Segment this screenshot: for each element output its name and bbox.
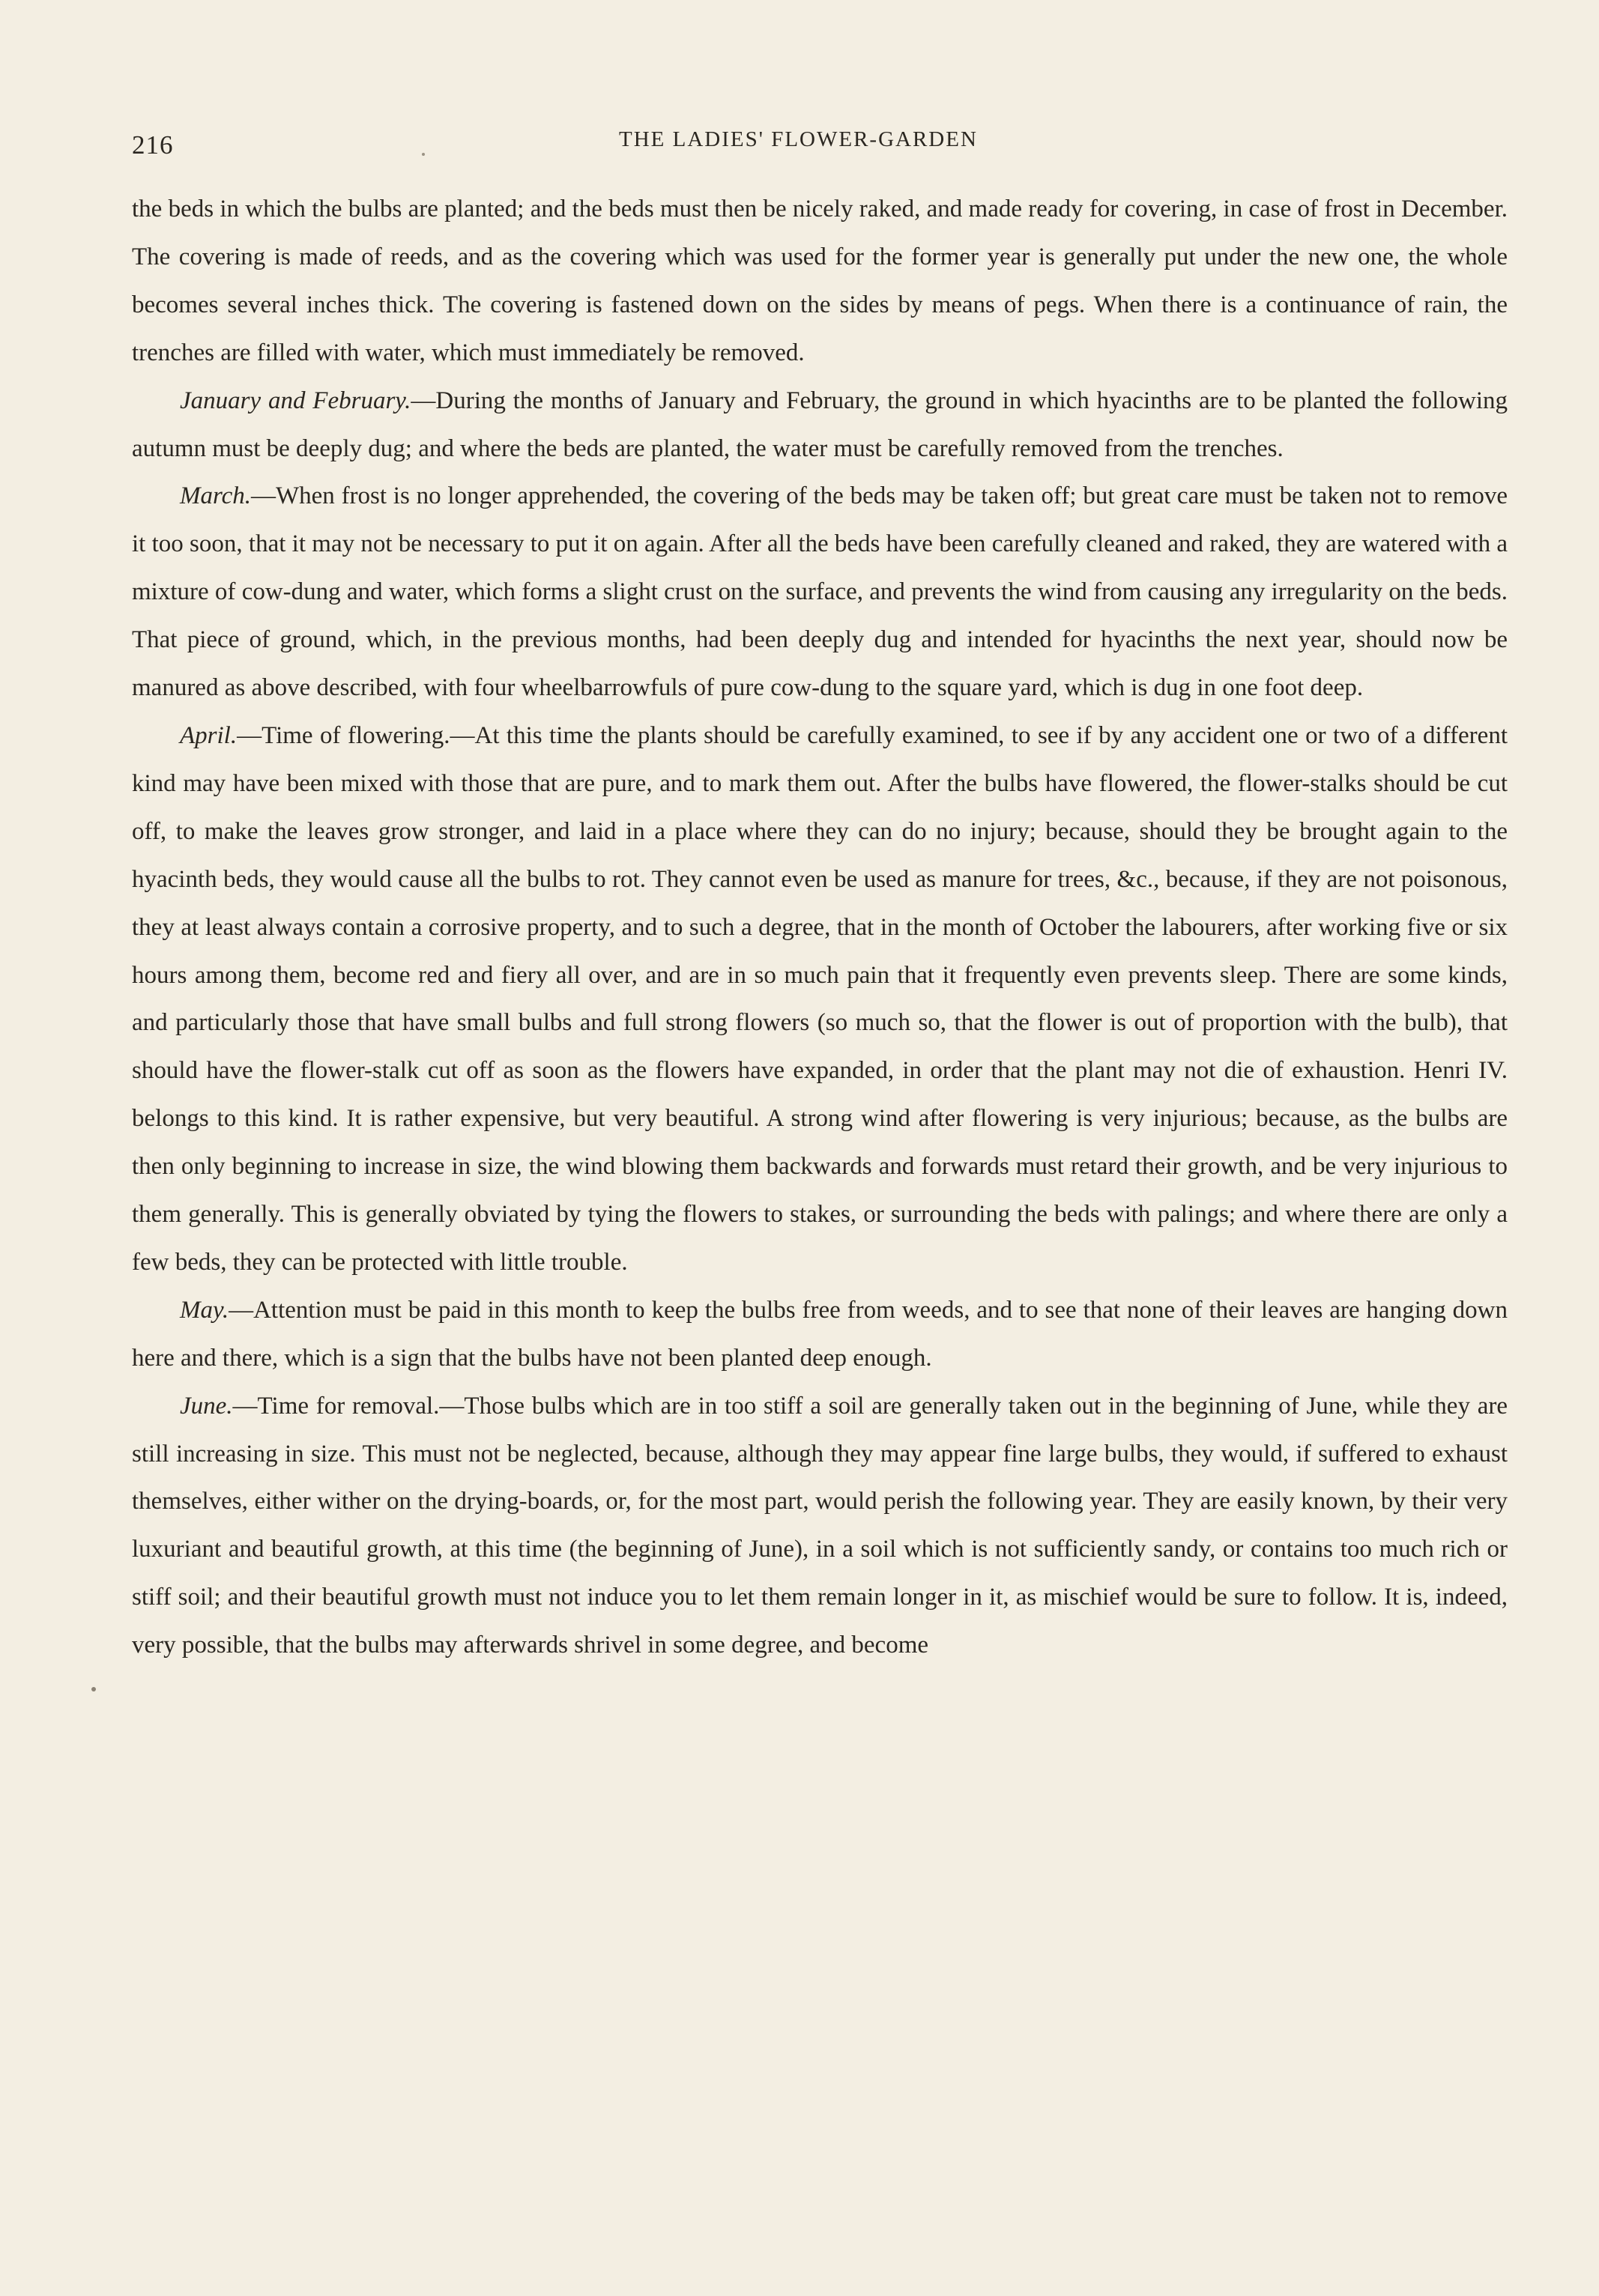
paragraph-lead-may: May. [180,1296,229,1324]
paragraph-march [132,473,1508,712]
paragraph-text-june: —Time for removal.—Those bulbs which are in too stiff a soil are generally taken out in the beginning of June, while they are still increasing in size. This must not be neglected, because, although they may appear fine large bulbs, they would, if suffered to exhaust themselves, either wither on the drying-boards, or, for the most part, would perish the following year. They are easily known, by their very luxuriant and beautiful growth, at this time (the beginning of June), in a soil which is not sufficiently sandy, or contains too much rich or stiff soil; and their beautiful growth must not induce you to let them remain longer in it, as mischief would be sure to follow. It is, indeed, very possible, that the bulbs may afterwards shrivel in some degree, and become [132,1392,1508,1659]
running-title: THE LADIES' FLOWER-GARDEN [619,127,978,151]
paragraph-lead-march: March. [180,482,252,510]
margin-speck [91,1687,96,1691]
paragraph-may [132,1287,1508,1383]
paragraph-june [132,1383,1508,1670]
paragraph-lead-january-february: January and February. [180,387,411,414]
page-number: 216 [132,130,174,160]
print-speck [422,153,425,156]
body-text [132,186,1508,1670]
paragraph-text-april: —Time of flowering.—At this time the plants should be carefully examined, to see if by any accident one or two of a different kind may have been mixed with those that are pure, and to mark them out. After the bulbs have flowered, the flower-stalks should be cut off, to make the leaves grow stronger, and laid in a place where they can do no injury; because, should they be brought again to the hyacinth beds, they would cause all the bulbs to rot. They cannot even be used as manure for trees, &c., because, if they are not poisonous, they at least always contain a corrosive property, and to such a degree, that in the month of October the labourers, after working five or six hours among them, become red and fiery all over, and are in so much pain that it frequently even prevents sleep. There are some kinds, and particularly those that have small bulbs and full strong flowers (so much so, that the flower is out of proportion with the bulb), that should have the flower-stalk cut off as soon as the flowers have expanded, in order that the plant may not die of exhaustion. Henri IV. belongs to this kind. It is rather expensive, but very beautiful. A strong wind after flowering is very injurious; because, as the bulbs are then only beginning to increase in size, the wind blowing them backwards and forwards must retard their growth, and be very injurious to them generally. This is generally obviated by tying the flowers to stakes, or surrounding the beds with palings; and where there are only a few beds, they can be protected with little trouble. [132,721,1508,1276]
paragraph-lead-june: June. [180,1392,233,1420]
paragraph-april [132,712,1508,1287]
page-header [132,127,1508,165]
paragraph-continuation: the beds in which the bulbs are planted; and the beds must then be nicely raked, and made ready for covering, in case of frost in December. The covering is made of reeds, and as the covering which was used for the former year is generally put under the new one, the whole becomes several inches thick. The covering is fastened down on the sides by means of pegs. When there is a continuance of rain, the trenches are filled with water, which must immediately be removed. [132,196,1508,366]
paragraph-text-march: —When frost is no longer apprehended, the covering of the beds may be taken off; but great care must be taken not to remove it too soon, that it may not be necessary to put it on again. After all the beds have been carefully cleaned and raked, they are watered with a mixture of cow-dung and water, which forms a slight crust on the surface, and prevents the wind from causing any irregularity on the beds. That piece of ground, which, in the previous months, had been deeply dug and intended for hyacinths the next year, should now be manured as above described, with four wheelbarrowfuls of pure cow-dung to the square yard, which is dug in one foot deep. [132,482,1508,702]
paragraph-lead-april: April. [180,721,238,749]
paragraph-text-may: —Attention must be paid in this month to keep the bulbs free from weeds, and to see that none of their leaves are hanging down here and there, which is a sign that the bulbs have not been planted deep enough. [132,1296,1508,1372]
paragraph-text-january-february: —During the months of January and February, the ground in which hyacinths are to be planted the following autumn must be deeply dug; and where the beds are planted, the water must be carefully removed from the trenches. [132,387,1508,462]
paragraph-january-february [132,378,1508,473]
